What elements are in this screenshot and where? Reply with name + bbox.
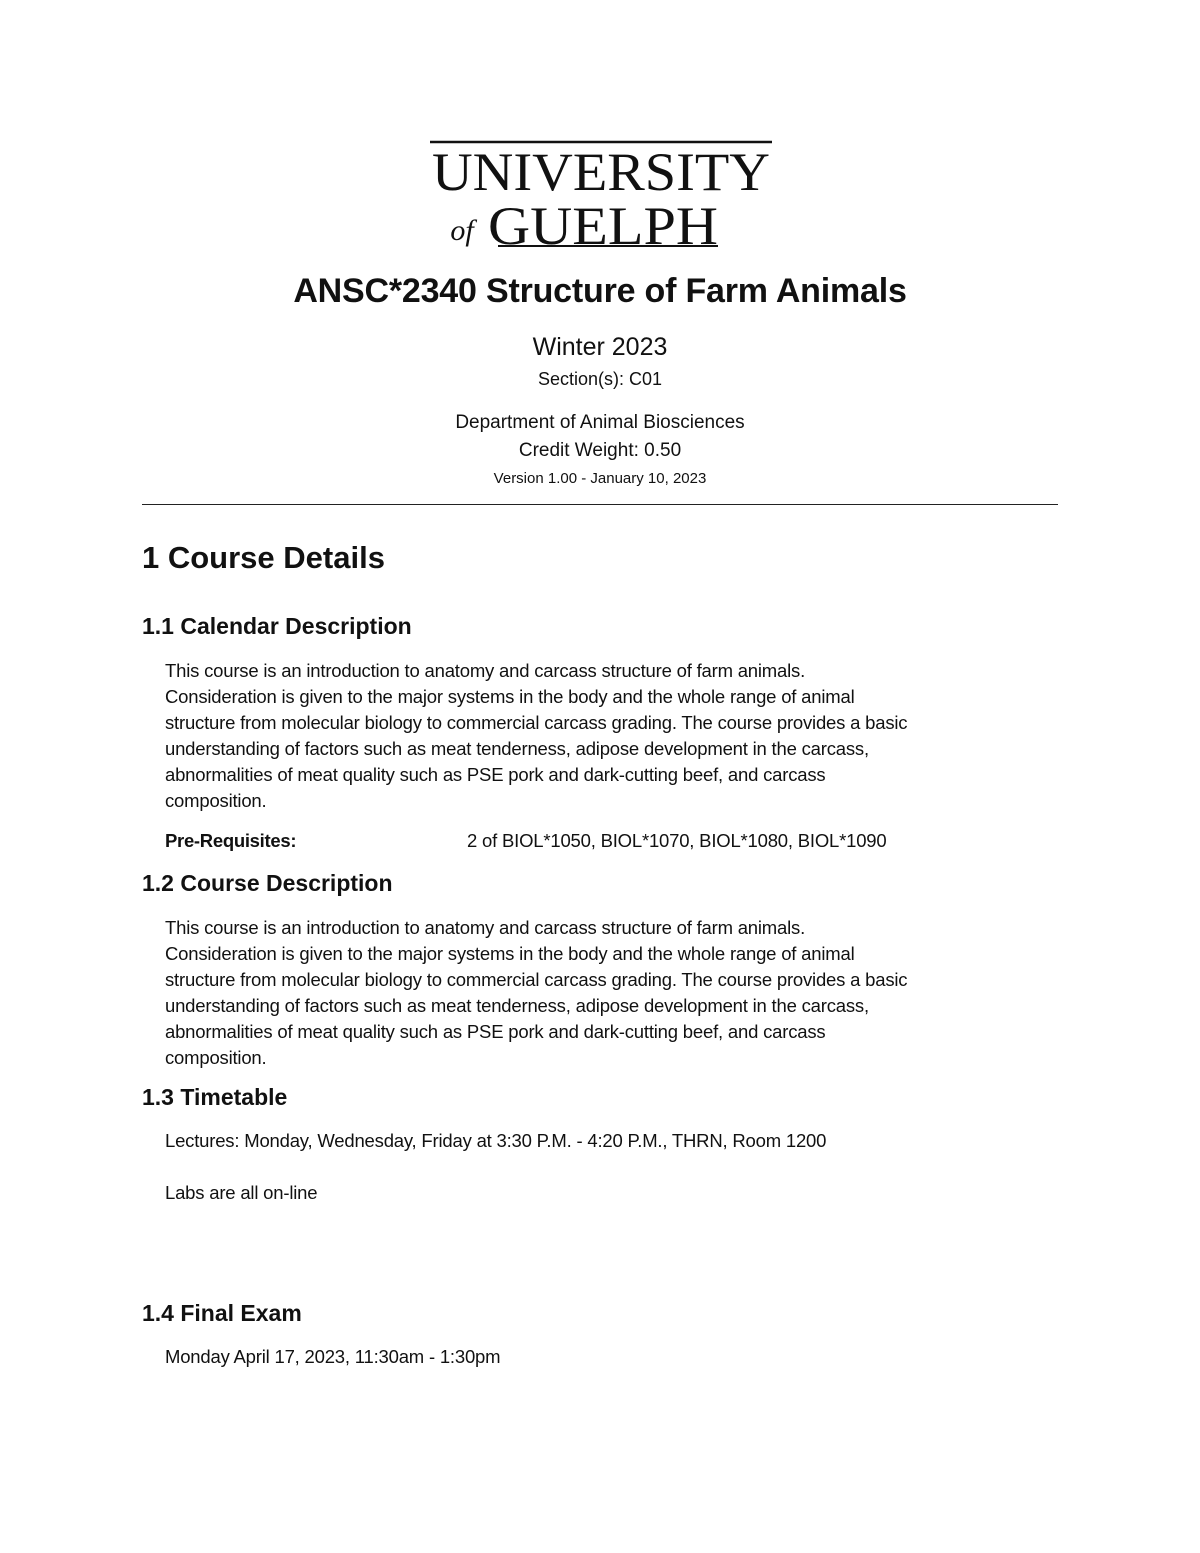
subsection-heading-final-exam: 1.4 Final Exam	[142, 1300, 302, 1326]
course-description-text	[165, 915, 1065, 1071]
credit-weight: Credit Weight: 0.50	[518, 440, 682, 461]
university-logo	[428, 140, 774, 248]
subsection-heading-calendar-description: 1.1 Calendar Description	[142, 613, 412, 639]
course-sections: Section(s): C01	[537, 369, 663, 389]
section-heading-course-details: 1 Course Details	[142, 540, 385, 575]
calendar-description-text	[165, 658, 1065, 814]
text-line: abnormalities of meat quality such as PSE pork and dark-cutting beef, and carcass	[165, 1021, 826, 1042]
text-line: This course is an introduction to anatomy and carcass structure of farm animals.	[165, 660, 806, 681]
text-line: This course is an introduction to anatomy and carcass structure of farm animals.	[165, 917, 806, 938]
text-line: understanding of factors such as meat tenderness, adipose development in the carcass,	[165, 995, 869, 1016]
text-line: Consideration is given to the major systems in the body and the whole range of animal	[165, 943, 855, 964]
course-term: Winter 2023	[532, 333, 668, 361]
final-exam-date: Monday April 17, 2023, 11:30am - 1:30pm	[165, 1346, 501, 1367]
version-date: Version 1.00 - January 10, 2023	[493, 470, 707, 487]
subsection-heading-timetable: 1.3 Timetable	[142, 1084, 288, 1110]
header-divider	[142, 504, 1058, 505]
course-title: ANSC*2340 Structure of Farm Animals	[293, 272, 907, 310]
timetable-lectures: Lectures: Monday, Wednesday, Friday at 3:30 P.M. - 4:20 P.M., THRN, Room 1200	[165, 1130, 827, 1151]
text-line: abnormalities of meat quality such as PSE pork and dark-cutting beef, and carcass	[165, 764, 826, 785]
text-line: composition.	[165, 790, 267, 811]
text-line: composition.	[165, 1047, 267, 1068]
prerequisites-label: Pre-Requisites:	[165, 830, 297, 851]
timetable-labs: Labs are all on-line	[165, 1182, 318, 1203]
text-line: Consideration is given to the major systems in the body and the whole range of animal	[165, 686, 855, 707]
department: Department of Animal Biosciences	[455, 412, 745, 433]
prerequisites-value: 2 of BIOL*1050, BIOL*1070, BIOL*1080, BIOL*1090	[467, 830, 887, 851]
text-line: structure from molecular biology to commercial carcass grading. The course provides a basic	[165, 712, 908, 733]
text-line: structure from molecular biology to commercial carcass grading. The course provides a basic	[165, 969, 908, 990]
subsection-heading-course-description: 1.2 Course Description	[142, 870, 393, 896]
text-line: understanding of factors such as meat tenderness, adipose development in the carcass,	[165, 738, 869, 759]
logo-line2: GUELPH	[488, 196, 718, 248]
logo-of: of	[450, 214, 474, 247]
logo-line1: UNIVERSITY	[432, 142, 770, 202]
